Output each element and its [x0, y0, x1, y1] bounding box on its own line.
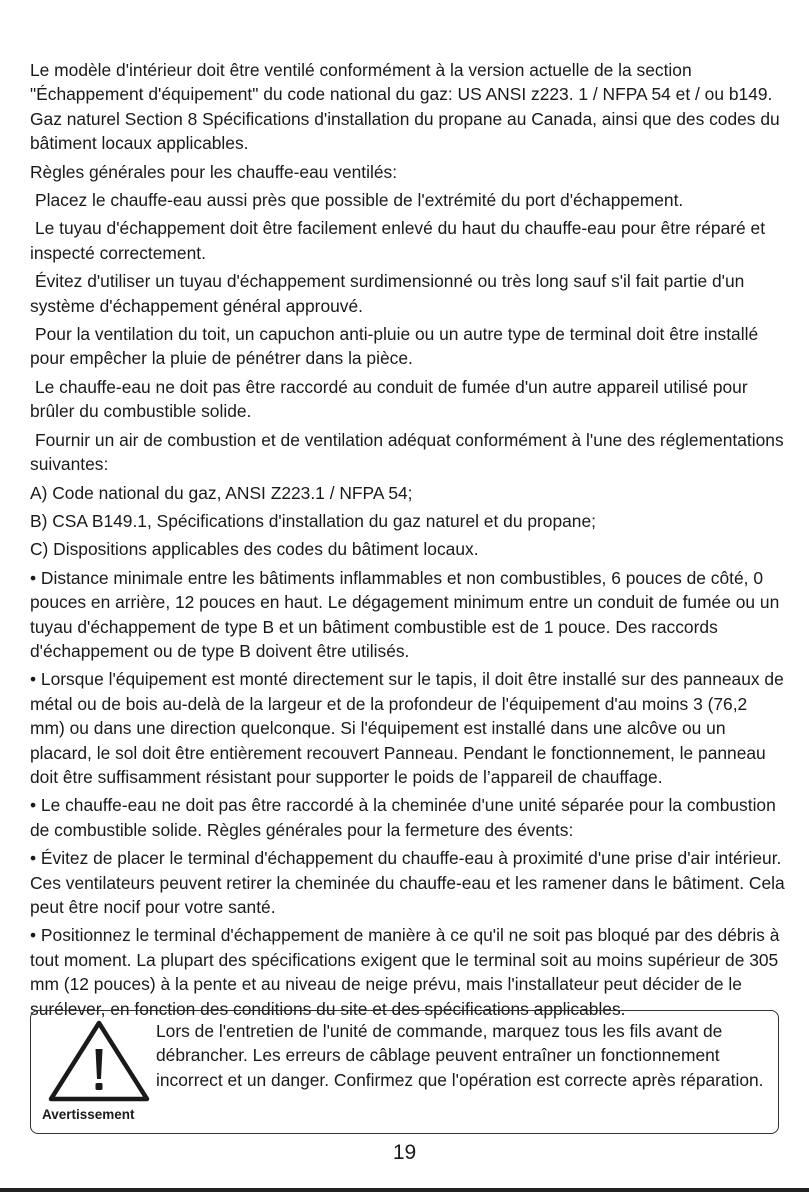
warning-triangle-icon	[47, 1019, 151, 1103]
bullet-paragraph: • Le chauffe-eau ne doit pas être raccordé à la cheminée d'une unité séparée pour la combustion de combustible solide. Règles générales pour la fermeture des évents:	[30, 795, 776, 840]
warning-icon-group	[39, 1019, 159, 1129]
regulation-list-item: B) CSA B149.1, Spécifications d'installation du gaz naturel et du propane;	[30, 510, 596, 531]
bullet-paragraph: • Positionnez le terminal d'échappement de manière à ce qu'il ne soit pas bloqué par des débris à tout moment. La plupart des spécifications exigent que le terminal soit au moins supérieur de 305 mm (12 pouces) à la pente et au niveau de neige prévu, mais l'installateur peut décider de le surélever, en fonction des conditions du site et des spécifications applicables.	[30, 925, 780, 1019]
warning-label: Avertissement	[42, 1107, 135, 1122]
rules-heading: Règles générales pour les chauffe-eau ventilés:	[30, 161, 398, 182]
bullet-paragraph: • Distance minimale entre les bâtiments inflammables et non combustibles, 6 pouces de côté, 0 pouces en arrière, 12 pouces en haut. Le dégagement minimum entre un conduit de fumée ou un tuyau d'échappement de type B et un bâtiment combustible est de 1 pouce. Des raccords d'échappement ou de type B doivent être utilisés.	[30, 567, 780, 661]
regulation-list-item: C) Dispositions applicables des codes du bâtiment locaux.	[30, 539, 479, 560]
bottom-divider	[0, 1188, 809, 1192]
rule-item: Pour la ventilation du toit, un capuchon anti-pluie ou un autre type de terminal doit être installé pour empêcher la pluie de pénétrer dans la pièce.	[30, 324, 759, 369]
bullet-paragraph: • Évitez de placer le terminal d'échappement du chauffe-eau à proximité d'une prise d'air intérieur. Ces ventilateurs peuvent retirer la cheminée du chauffe-eau et les ramener dans le bâtiment. Cela peut être nocif pour votre santé.	[30, 848, 785, 917]
regulation-list-item: A) Code national du gaz, ANSI Z223.1 / NFPA 54;	[30, 482, 413, 503]
intro-paragraph: Le modèle d'intérieur doit être ventilé conformément à la version actuelle de la section "Échappement d'équipement" du code national du gaz: US ANSI z223. 1 / NFPA 54 et / ou b149. Gaz naturel Section 8 Spécifications d'installation du propane au Canada, ainsi que des codes du bâtiment locaux applicables.	[30, 60, 780, 154]
rule-item: Placez le chauffe-eau aussi près que possible de l'extrémité du port d'échappement.	[35, 190, 684, 211]
warning-text: Lors de l'entretien de l'unité de commande, marquez tous les fils avant de débrancher. Les erreurs de câblage peuvent entraîner un fonctionnement incorrect et un danger. Confirmez que l'opération est correcte après réparation.	[156, 1021, 764, 1090]
warning-box	[30, 1010, 779, 1134]
page-number: 19	[392, 1141, 417, 1164]
rule-item: Fournir un air de combustion et de ventilation adéquat conformément à l'une des réglementations suivantes:	[30, 429, 784, 475]
bullet-paragraph: • Lorsque l'équipement est monté directement sur le tapis, il doit être installé sur des panneaux de métal ou de bois au-delà de la largeur et de la profondeur de l'équipement d'au moins 3 (76,2 mm) ou dans une direction quelconque. Si l'équipement est installé dans une alcôve ou un placard, le sol doit être entièrement recouvert Panneau. Pendant le fonctionnement, le panneau doit être suffisamment résistant pour supporter le poids de l’appareil de chauffage.	[30, 669, 784, 787]
rule-item: Le chauffe-eau ne doit pas être raccordé au conduit de fumée d'un autre appareil utilisé pour brûler du combustible solide.	[30, 376, 748, 422]
rule-item: Évitez d'utiliser un tuyau d'échappement surdimensionné ou très long sauf s'il fait partie d'un système d'échappement général approuvé.	[30, 271, 745, 316]
page-body	[30, 58, 785, 1025]
rule-item: Le tuyau d'échappement doit être facilement enlevé du haut du chauffe-eau pour être réparé et inspecté correctement.	[30, 218, 766, 263]
